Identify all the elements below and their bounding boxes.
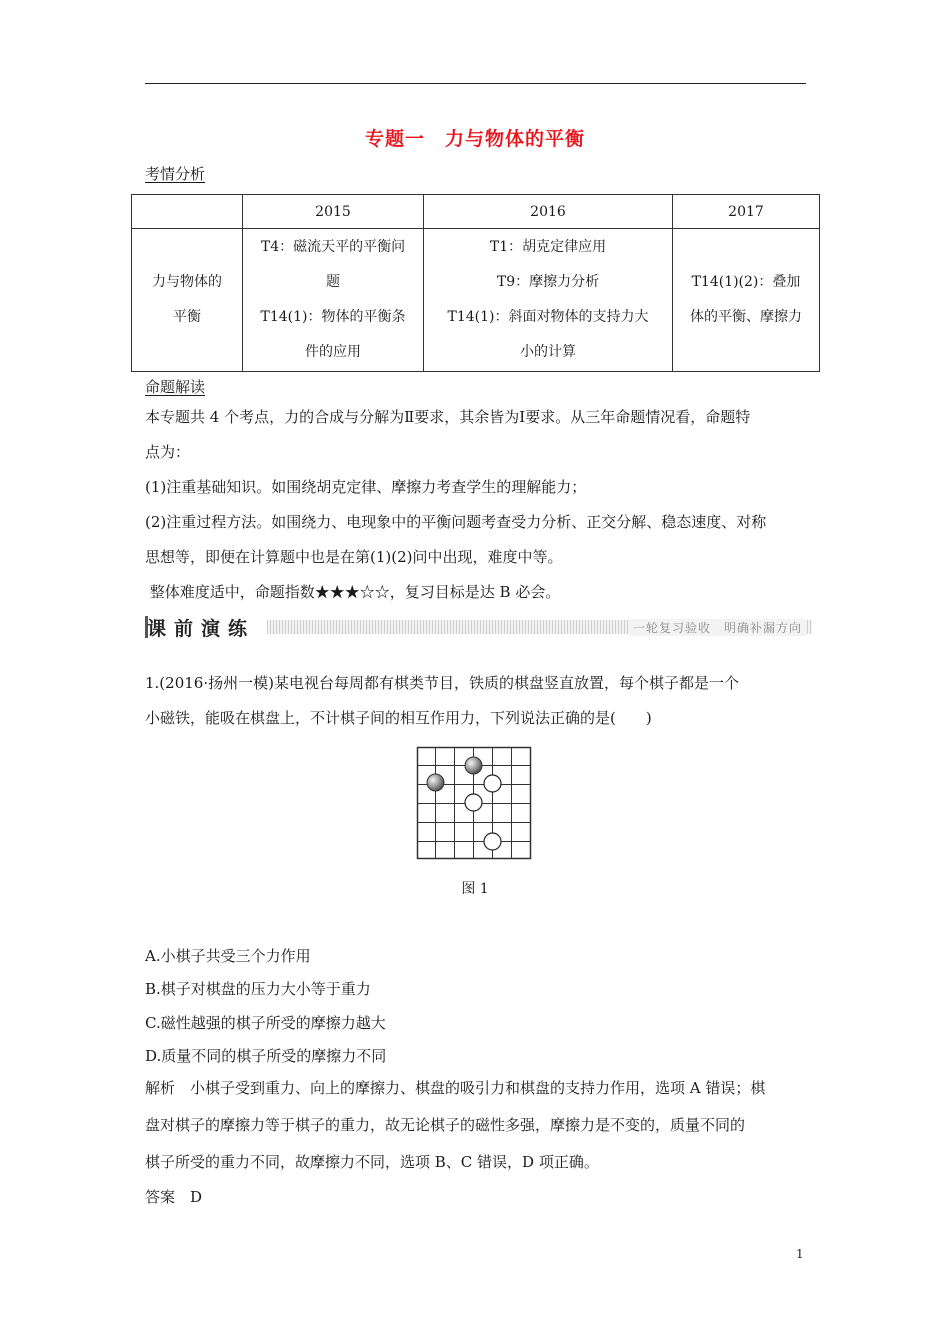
section-title: 课前演练 [147,618,256,640]
option-b: B.棋子对棋盘的压力大小等于重力 [145,980,371,998]
question-stem-line: 小磁铁，能吸在棋盘上，不计棋子间的相互作用力，下列说法正确的是( ) [145,709,652,727]
interpretation-line: 整体难度适中，命题指数★★★☆☆，复习目标是达 B 必会。 [145,583,561,601]
year-header-2017: 2017 [673,195,820,229]
cell-2017-line: 体的平衡、摩擦力 [690,309,802,325]
option-a: A.小棋子共受三个力作用 [145,947,311,965]
interpretation-line: (2)注重过程方法。如围绕力、电现象中的平衡问题考查受力分析、正交分解、稳态速度、对称 [145,513,767,531]
cell-2015 [243,229,424,372]
chessboard-figure [416,746,532,860]
analysis-table [131,194,820,372]
page-number: 1 [796,1247,804,1261]
row-label-line: 平衡 [173,309,201,325]
interpretation-heading: 命题解读 [145,378,206,396]
interpretation-line: 点为： [145,443,191,461]
white-stone [465,794,482,811]
white-stone [484,833,501,850]
interpretation-body [145,400,810,610]
section-banner [145,612,812,640]
option-d: D.质量不同的棋子所受的摩擦力不同 [145,1047,387,1065]
answer-line: 答案 D [145,1188,203,1206]
cell-2016-line: T1：胡克定律应用 [489,239,607,255]
option-c: C.磁性越强的棋子所受的摩擦力越大 [145,1014,386,1032]
header-rule [145,83,806,84]
table-corner-cell [132,195,243,229]
cell-2015-line: T4：磁流天平的平衡问 [260,239,406,255]
cell-2016-line: 小的计算 [520,344,576,360]
cell-2017-line: T14(1)(2)：叠加 [691,274,801,290]
row-label-cell [132,229,243,372]
gray-stone [465,757,482,774]
question-stem [145,666,810,736]
year-header-2015: 2015 [243,195,424,229]
analysis-line: 盘对棋子的摩擦力等于棋子的重力，故无论棋子的磁性多强，摩擦力是不变的，质量不同的 [145,1116,746,1134]
cell-2015-line: 件的应用 [305,344,361,360]
cell-2016-line: T9：摩擦力分析 [496,274,600,290]
analysis-line: 棋子所受的重力不同，故摩擦力不同，选项 B、C 错误，D 项正确。 [145,1153,599,1171]
interpretation-line: 思想等，即便在计算题中也是在第(1)(2)问中出现，难度中等。 [145,548,563,566]
cell-2015-line: 题 [326,274,340,290]
cell-2015-line: T14(1)：物体的平衡条 [260,309,406,325]
cell-2017 [673,229,820,372]
interpretation-line: (1)注重基础知识。如围绕胡克定律、摩擦力考查学生的理解能力； [145,478,587,496]
white-stone [484,775,501,792]
cell-2016 [424,229,673,372]
cell-2016-line: T14(1)：斜面对物体的支持力大 [447,309,649,325]
interpretation-line: 本专题共 4 个考点，力的合成与分解为Ⅱ要求，其余皆为Ⅰ要求。从三年命题情况看，命题特 [145,408,751,426]
year-header-2016: 2016 [424,195,673,229]
figure-caption: 图 1 [461,881,489,897]
solution-analysis [145,1070,810,1181]
analysis-line: 解析 小棋子受到重力、向上的摩擦力、棋盘的吸引力和棋盘的支持力作用，选项 A 错误；棋 [145,1079,766,1097]
section-subtitle: 一轮复习验收 明确补漏方向 [629,619,806,636]
question-stem-line: 1.(2016·扬州一模)某电视台每周都有棋类节目，铁质的棋盘竖直放置，每个棋子都是一个 [145,674,739,692]
page-title: 专题一 力与物体的平衡 [364,128,585,150]
gray-stone [427,774,444,791]
row-label-line: 力与物体的 [152,274,222,290]
analysis-heading: 考情分析 [145,165,206,183]
